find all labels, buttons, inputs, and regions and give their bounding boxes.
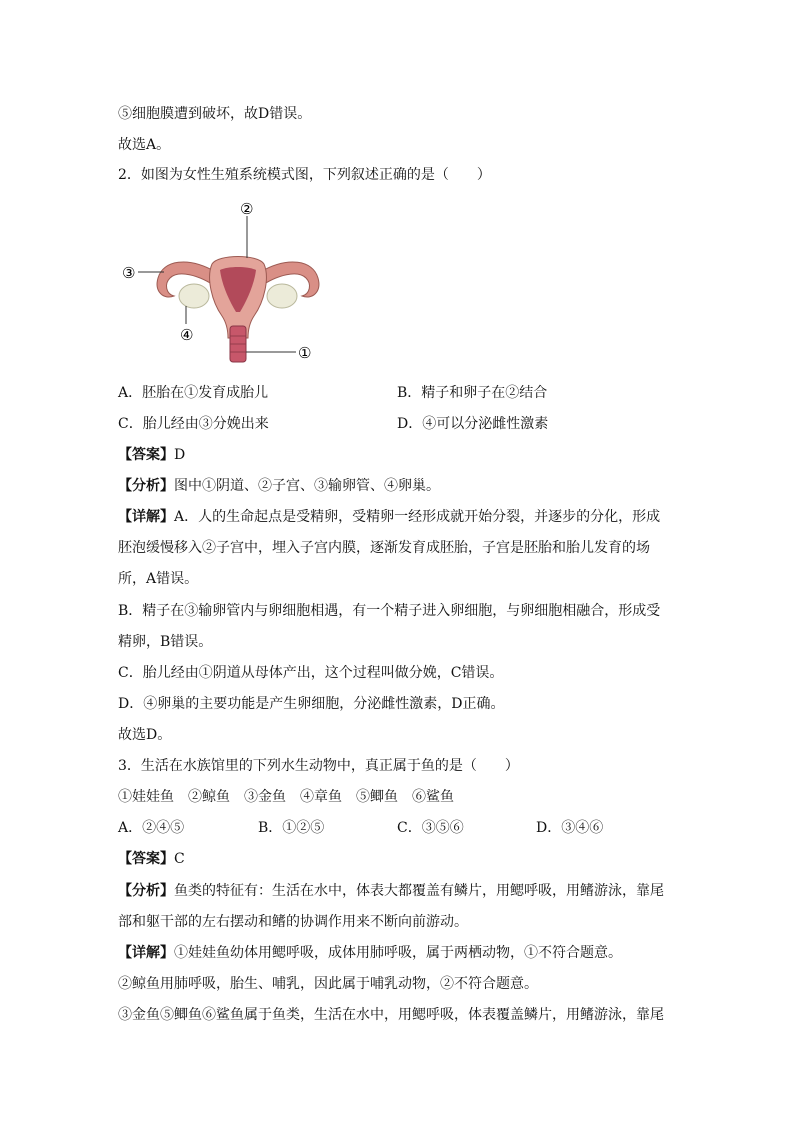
q3-detail-1 bbox=[118, 943, 622, 963]
q3-option-c: C．③⑤⑥ bbox=[397, 820, 464, 836]
q2-detail-4: B．精子在③输卵管内与卵细胞相遇，有一个精子进入卵细胞，与卵细胞相融合，形成受 bbox=[118, 603, 661, 619]
q3-option-a: A．②④⑤ bbox=[118, 820, 185, 836]
analysis-tag: 【分析】 bbox=[118, 478, 174, 494]
q3-detail-2: ②鲸鱼用肺呼吸，胎生、哺乳，因此属于哺乳动物，②不符合题意。 bbox=[118, 976, 538, 992]
analysis-text: 图中①阴道、②子宫、③输卵管、④卵巢。 bbox=[174, 478, 440, 494]
female-reproductive-diagram bbox=[118, 198, 358, 370]
q3-detail-3: ③金鱼⑤鲫鱼⑥鲨鱼属于鱼类，生活在水中，用鳃呼吸，体表覆盖鳞片，用鳍游泳，靠尾 bbox=[118, 1007, 664, 1023]
question-2: 2．如图为女性生殖系统模式图，下列叙述正确的是（ ） bbox=[118, 167, 491, 183]
q2-detail-5: 精卵，B错误。 bbox=[118, 634, 213, 650]
answer-tag: 【答案】 bbox=[118, 447, 174, 463]
label-4: ④ bbox=[180, 326, 194, 344]
line-select-a: 故选A。 bbox=[118, 137, 171, 153]
question-3: 3．生活在水族馆里的下列水生动物中，真正属于鱼的是（ ） bbox=[118, 758, 519, 774]
answer-tag: 【答案】 bbox=[118, 851, 174, 867]
q2-analysis bbox=[118, 476, 440, 496]
detail-tag: 【详解】 bbox=[118, 509, 174, 525]
q2-answer bbox=[118, 445, 185, 465]
detail-text: A．人的生命起点是受精卵，受精卵一经形成就开始分裂，并逐步的分化，形成 bbox=[174, 509, 661, 525]
q2-option-a: A．胚胎在①发育成胎儿 bbox=[118, 385, 269, 401]
q3-items: ①娃娃鱼 ②鲸鱼 ③金鱼 ④章鱼 ⑤鲫鱼 ⑥鲨鱼 bbox=[118, 789, 454, 805]
q2-select: 故选D。 bbox=[118, 727, 172, 743]
answer-value: C bbox=[174, 851, 185, 867]
label-3: ③ bbox=[122, 264, 136, 282]
left-ovary bbox=[179, 284, 209, 308]
right-ovary bbox=[267, 284, 297, 308]
q3-analysis-1 bbox=[118, 881, 664, 901]
label-2: ② bbox=[240, 200, 254, 218]
q3-analysis-2: 部和躯干部的左右摆动和鳍的协调作用来不断向前游动。 bbox=[118, 914, 468, 930]
q2-option-d: D．④可以分泌雌性激素 bbox=[397, 416, 549, 432]
q2-detail-3: 所，A错误。 bbox=[118, 571, 199, 587]
label-1: ① bbox=[298, 344, 312, 362]
q2-option-c: C．胎儿经由③分娩出来 bbox=[118, 416, 269, 432]
q2-detail-2: 胚泡缓慢移入②子宫中，埋入子宫内膜，逐渐发育成胚胎，子宫是胚胎和胎儿发育的场 bbox=[118, 540, 650, 556]
q3-option-d: D．③④⑥ bbox=[536, 820, 604, 836]
analysis-text: 鱼类的特征有：生活在水中，体表大都覆盖有鳞片，用鳃呼吸，用鳍游泳，靠尾 bbox=[174, 883, 664, 899]
q3-answer bbox=[118, 849, 185, 869]
q2-detail-6: C．胎儿经由①阴道从母体产出，这个过程叫做分娩，C错误。 bbox=[118, 665, 504, 681]
answer-value: D bbox=[174, 447, 186, 463]
q2-option-b: B．精子和卵子在②结合 bbox=[397, 385, 548, 401]
q2-detail-1 bbox=[118, 507, 660, 527]
line-cell-membrane: ⑤细胞膜遭到破坏，故D错误。 bbox=[118, 106, 312, 122]
analysis-tag: 【分析】 bbox=[118, 883, 174, 899]
detail-tag: 【详解】 bbox=[118, 945, 174, 961]
detail-text: ①娃娃鱼幼体用鳃呼吸，成体用肺呼吸，属于两栖动物，①不符合题意。 bbox=[174, 945, 622, 961]
q2-detail-7: D．④卵巢的主要功能是产生卵细胞，分泌雌性激素，D正确。 bbox=[118, 696, 505, 712]
q3-option-b: B．①②⑤ bbox=[258, 820, 325, 836]
